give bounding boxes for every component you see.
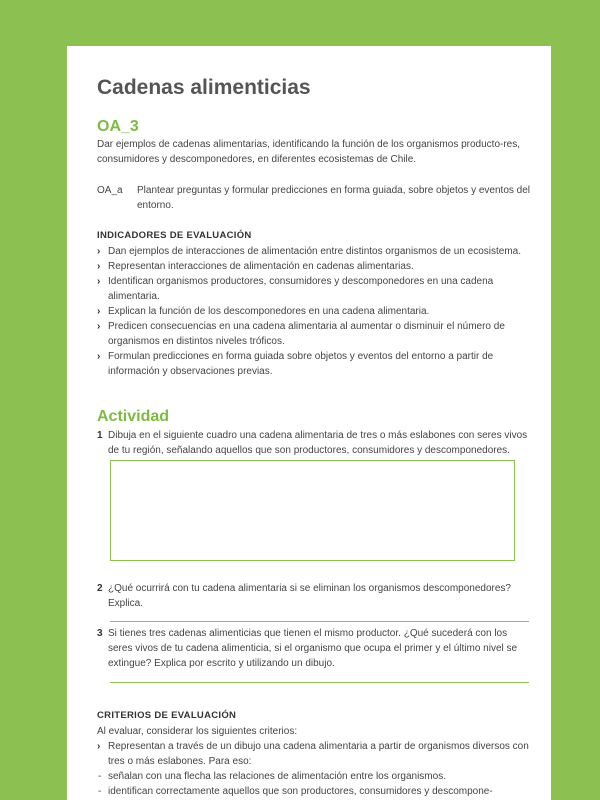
bullet-chevron-icon: › [97, 351, 101, 362]
objective-code: OA_3 [97, 118, 139, 135]
question-text: ¿Qué ocurrirá con tu cadena alimentaria si se eliminan los organismos descomponedores? Explica. [108, 583, 511, 609]
question-number: 3 [97, 628, 103, 639]
skill-objective-code: OA_a [97, 185, 123, 196]
criteria-heading: CRITERIOS DE EVALUACIÓN [97, 710, 237, 721]
answer-line[interactable] [110, 682, 529, 683]
indicators-heading: INDICADORES DE EVALUACIÓN [97, 230, 252, 241]
list-item: › Predicen consecuencias en una cadena alimentaria al aumentar o disminuir el número de organismos en distintos niveles tróficos. [97, 321, 505, 347]
bullet-chevron-icon: › [97, 321, 101, 332]
activity-title: Actividad [97, 408, 170, 425]
list-item: › Representan a través de un dibujo una cadena alimentaria a partir de organismos diversos con tres o más eslabones. Para eso: [97, 741, 529, 767]
criteria-sub-list [97, 769, 531, 799]
criteria-list [97, 739, 531, 769]
bullet-chevron-icon: › [97, 261, 101, 272]
list-item: › Formulan predicciones en forma guiada sobre objetos y eventos del entorno a partir de información y observaciones previas. [97, 351, 494, 377]
criteria-intro: Al evaluar, considerar los siguientes criterios: [97, 726, 298, 737]
list-item: - señalan con una flecha las relaciones de alimentación entre los organismos. [98, 771, 446, 782]
list-item: › Representan interacciones de alimentación en cadenas alimentarias. [97, 261, 414, 272]
list-item: › Explican la función de los descomponedores en una cadena alimentaria. [97, 306, 430, 317]
indicators-list [97, 244, 531, 379]
answer-line[interactable] [110, 621, 529, 622]
question-text: Si tienes tres cadenas alimenticias que tienen el mismo productor. ¿Qué sucederá con los seres vivos de tu cadena alimenticia, si el organismo que ocupa el primer y el último nivel se extingue? Explica por escrito y utilizando un dibujo. [108, 628, 518, 669]
skill-objective [97, 183, 531, 213]
bullet-chevron-icon: › [97, 306, 101, 317]
bullet-chevron-icon: › [97, 741, 101, 752]
objective-description: Dar ejemplos de cadenas alimentarias, identificando la función de los organismos producto-res, consumidores y descomponedores, en diferentes ecosistemas de Chile. [97, 139, 521, 165]
worksheet-page [67, 46, 551, 800]
question-1 [97, 428, 531, 458]
page-title: Cadenas alimenticias [97, 76, 311, 99]
dash-bullet: - [98, 771, 102, 782]
list-item: › Dan ejemplos de interacciones de alimentación entre distintos organismos de un ecosistema. [97, 246, 522, 257]
list-item: - identifican correctamente aquellos que son productores, consumidores y descompone- [98, 786, 493, 797]
dash-bullet: - [98, 786, 102, 797]
bullet-chevron-icon: › [97, 246, 101, 257]
list-item: › Identifican organismos productores, consumidores y descomponedores en una cadena alimentaria. [97, 276, 494, 302]
question-number: 1 [97, 430, 103, 441]
question-text: Dibuja en el siguiente cuadro una cadena alimentaria de tres o más eslabones con seres vivos de tu región, señalando aquellos que son productores, consumidores y descomponedores. [108, 430, 528, 456]
skill-objective-description: Plantear preguntas y formular predicciones en forma guiada, sobre objetos y eventos del entorno. [137, 185, 531, 211]
drawing-answer-box[interactable] [110, 460, 515, 561]
question-2 [97, 581, 531, 611]
bullet-chevron-icon: › [97, 276, 101, 287]
question-3 [97, 626, 531, 671]
question-number: 2 [97, 583, 103, 594]
